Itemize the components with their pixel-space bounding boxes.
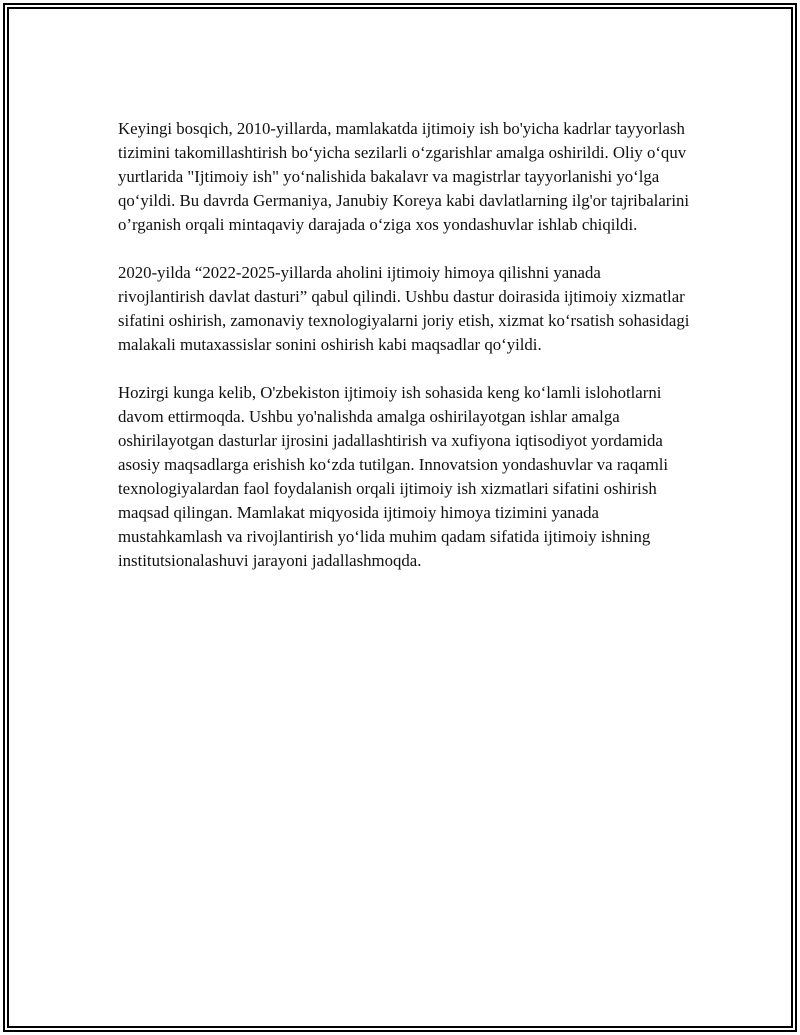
- paragraph-2: 2020-yilda “2022-2025-yillarda aholini ijtimoiy himoya qilishni yanada rivojlantirish davlat dasturi” qabul qilindi. Ushbu dastur doirasida ijtimoiy xizmatlar sifatini oshirish, zamonaviy texnologiyalarni joriy etish, xizmat ko‘rsatish sohasidagi malakali mutaxassislar sonini oshirish kabi maqsadlar qo‘yildi.: [118, 263, 690, 354]
- paragraph-1: Keyingi bosqich, 2010-yillarda, mamlakatda ijtimoiy ish bo'yicha kadrlar tayyorlash tizimini takomillashtirish bo‘yicha sezilarli o‘zgarishlar amalga oshirildi. Oliy o‘quv yurtlarida "Ijtimoiy ish" yo‘nalishida bakalavr va magistrlar tayyorlanishi yo‘lga qo‘yildi. Bu davrda Germaniya, Janubiy Koreya kabi davlatlarning ilg'or tajribalarini o’rganish orqali mintaqaviy darajada o‘ziga xos yondashuvlar ishlab chiqildi.: [118, 119, 690, 234]
- paragraph-3: Hozirgi kunga kelib, O'zbekiston ijtimoiy ish sohasida keng ko‘lamli islohotlarni davom ettirmoqda. Ushbu yo'nalishda amalga oshirilayotgan ishlar amalga oshirilayotgan dasturlar ijrosini jadallashtirish va xufiyona iqtisodiyot yordamida asosiy maqsadlarga erishish ko‘zda tutilgan. Innovatsion yondashuvlar va raqamli texnologiyalardan faol foydalanish orqali ijtimoiy ish xizmatlari sifatini oshirish maqsad qilingan. Mamlakat miqyosida ijtimoiy himoya tizimini yanada mustahkamlash va rivojlantirish yo‘lida muhim qadam sifatida ijtimoiy ishning institutsionalashuvi jarayoni jadallashmoqda.: [118, 383, 669, 570]
- document-body: [118, 117, 690, 597]
